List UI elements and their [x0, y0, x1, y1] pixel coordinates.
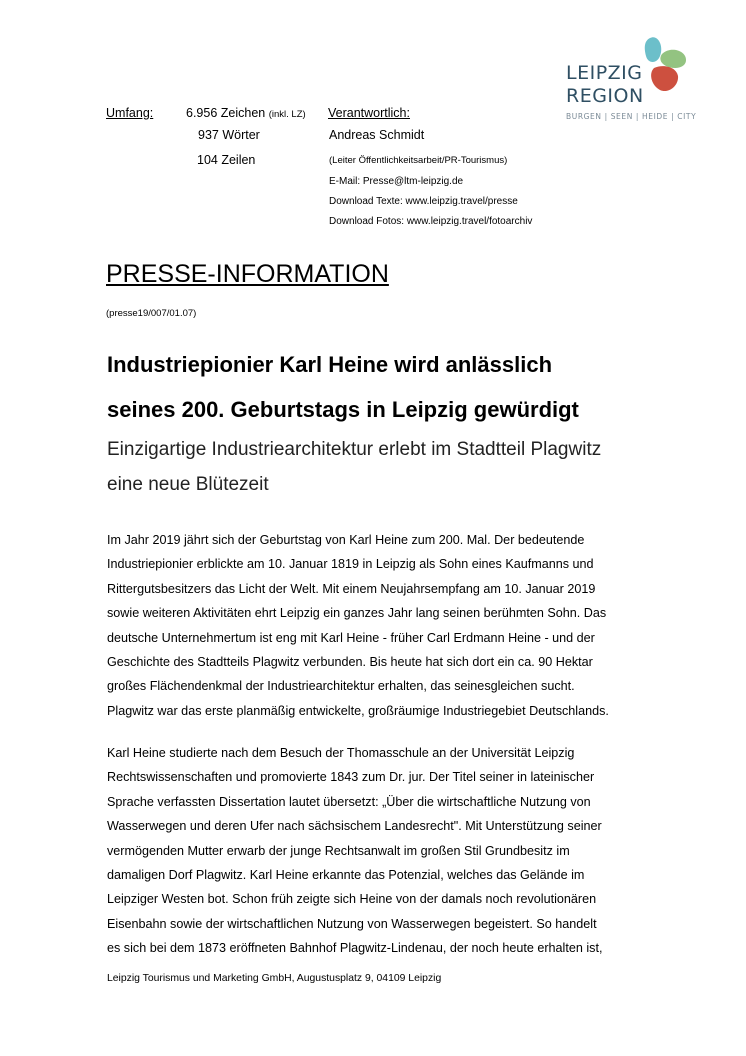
download-texte-link[interactable]: Download Texte: www.leipzig.travel/presse: [329, 196, 518, 207]
press-title: PRESSE-INFORMATION: [106, 260, 389, 288]
zeilen-count: 104 Zeilen: [197, 153, 256, 167]
paragraph-line: Karl Heine studierte nach dem Besuch der Thomasschule an der Universität Leipzig: [107, 746, 575, 760]
paragraph-line: Wasserwegen und deren Ufer nach sächsischem Landesrecht". Mit Unterstützung seiner: [107, 819, 602, 834]
headline-line-1: Industriepionier Karl Heine wird anlässlich: [107, 352, 553, 377]
woerter-count: 937 Wörter: [198, 128, 260, 142]
headline-line-2: seines 200. Geburtstags in Leipzig gewürdigt: [107, 397, 579, 422]
footer-address: Leipzig Tourismus und Marketing GmbH, Augustusplatz 9, 04109 Leipzig: [107, 973, 442, 984]
paragraph-2: [107, 741, 667, 961]
paragraph-line: damaligen Dorf Plagwitz. Karl Heine erkannte das Potenzial, welches das Gelände im: [107, 868, 585, 883]
zeichen-value: 6.956 Zeichen: [186, 106, 266, 120]
logo-word-region: REGION: [566, 85, 644, 107]
paragraph-line: Industriepionier erblickte am 10. Januar 1819 in Leipzig als Sohn eines Kaufmanns und: [107, 557, 594, 572]
press-code: (presse19/007/01.07): [106, 308, 197, 319]
paragraph-line: es sich bei dem 1873 eröffneten Bahnhof Plagwitz-Lindenau, der noch heute erhalten ist,: [107, 941, 603, 956]
zeichen-count: [186, 106, 306, 120]
verantwortlich-label: Verantwortlich:: [328, 106, 410, 120]
paragraph-line: großes Flächendenkmal der Industriearchitektur erhalten, das seinesgleichen sucht.: [107, 679, 575, 694]
logo-mark-icon: [640, 34, 690, 96]
paragraph-1: [107, 528, 667, 723]
contact-name: Andreas Schmidt: [329, 128, 425, 142]
paragraph-line: sowie weiteren Aktivitäten ehrt Leipzig ein ganzes Jahr lang seinen berühmten Sohn. Das: [107, 606, 607, 621]
leipzig-region-logo: [562, 34, 702, 126]
paragraph-line: Im Jahr 2019 jährt sich der Geburtstag von Karl Heine zum 200. Mal. Der bedeutende: [107, 533, 585, 547]
paragraph-line: vermögenden Mutter erwarb der junge Rechtsanwalt im großen Stil Grundbesitz im: [107, 843, 570, 858]
paragraph-line: Geschichte des Stadtteils Plagwitz verbunden. Bis heute hat sich dort ein ca. 90 Hektar: [107, 655, 593, 670]
logo-word-leipzig: LEIPZIG: [566, 62, 643, 84]
paragraph-line: Eisenbahn sowie der wirtschaftlichen Nutzung von Wasserwegen begeistert. So handelt: [107, 916, 597, 931]
umfang-label: Umfang:: [106, 106, 154, 120]
paragraph-line: Rechtswissenschaften und promovierte 1843 zum Dr. jur. Der Titel seiner in lateinischer: [107, 770, 595, 785]
zeichen-note: (inkl. LZ): [268, 109, 306, 120]
logo-tagline: BURGEN | SEEN | HEIDE | CITY: [566, 112, 697, 121]
paragraph-line: deutsche Unternehmertum ist eng mit Karl Heine - früher Carl Erdmann Heine - und der: [107, 630, 595, 645]
contact-role: (Leiter Öffentlichkeitsarbeit/PR-Tourismus): [329, 155, 508, 166]
paragraph-line: Plagwitz war das erste planmäßig entwickelte, großräumige Industriegebiet Deutschlands.: [107, 703, 609, 718]
paragraph-line: Rittergutsbesitzers das Licht der Welt. Mit einem Neujahrsempfang am 10. Januar 2019: [107, 581, 596, 596]
subheadline-line-1: Einzigartige Industriearchitektur erlebt im Stadtteil Plagwitz: [107, 439, 602, 460]
download-fotos-link[interactable]: Download Fotos: www.leipzig.travel/fotoarchiv: [329, 216, 533, 227]
paragraph-line: Leipziger Westen bot. Schon früh zeigte sich Heine von der damals noch revolutionären: [107, 892, 597, 907]
paragraph-line: Sprache verfassten Dissertation lautet übersetzt: „Über die wirtschaftliche Nutzung von: [107, 794, 591, 809]
subheadline-line-2: eine neue Blütezeit: [107, 474, 269, 495]
contact-email: E-Mail: Presse@ltm-leipzig.de: [329, 176, 464, 187]
